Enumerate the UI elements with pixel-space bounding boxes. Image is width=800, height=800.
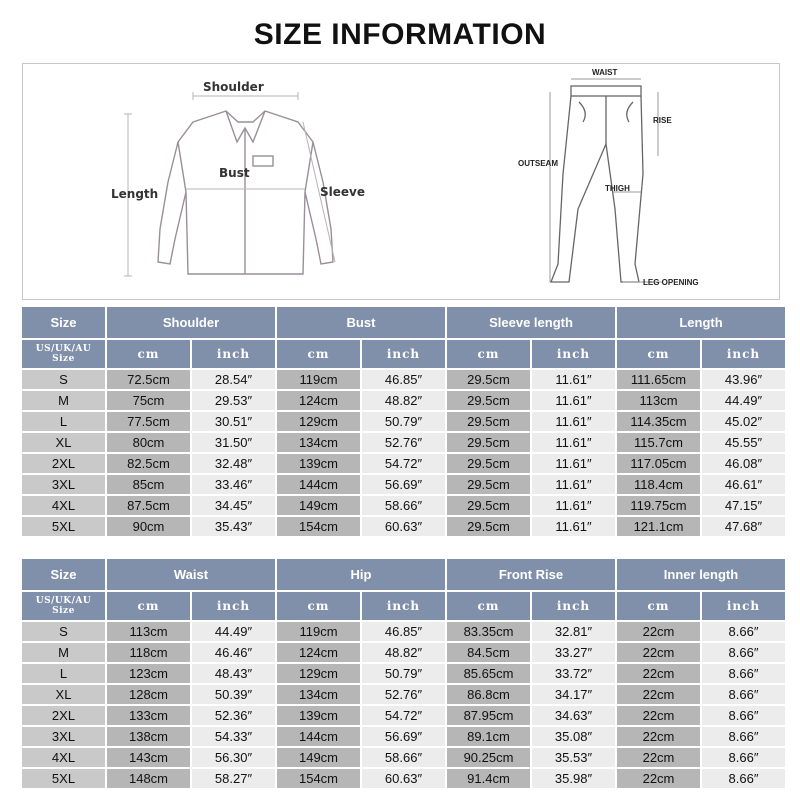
inch-value-cell: 11.61″ bbox=[532, 454, 615, 473]
cm-value-cell: 22cm bbox=[617, 685, 700, 704]
inch-value-cell: 50.39″ bbox=[192, 685, 275, 704]
bottom-size-table bbox=[20, 557, 787, 790]
size-cell: 2XL bbox=[22, 706, 105, 725]
inch-value-cell: 32.48″ bbox=[192, 454, 275, 473]
shirt-drawing bbox=[158, 111, 333, 274]
inch-value-cell: 47.15″ bbox=[702, 496, 785, 515]
bust-label: Bust bbox=[219, 166, 250, 180]
inch-value-cell: 35.08″ bbox=[532, 727, 615, 746]
inch-value-cell: 52.76″ bbox=[362, 685, 445, 704]
inch-value-cell: 35.98″ bbox=[532, 769, 615, 788]
rise-diagram-label: RISE bbox=[653, 116, 672, 125]
inch-value-cell: 46.08″ bbox=[702, 454, 785, 473]
unit-inch-header: inch bbox=[702, 340, 785, 368]
leg-opening-diagram-label: LEG OPENING bbox=[643, 278, 699, 287]
unit-cm-header: cm bbox=[617, 592, 700, 620]
cm-value-cell: 22cm bbox=[617, 706, 700, 725]
cm-value-cell: 143cm bbox=[107, 748, 190, 767]
cm-value-cell: 139cm bbox=[277, 706, 360, 725]
inch-value-cell: 45.55″ bbox=[702, 433, 785, 452]
cm-value-cell: 29.5cm bbox=[447, 370, 530, 389]
inch-value-cell: 33.72″ bbox=[532, 664, 615, 683]
inch-value-cell: 54.72″ bbox=[362, 454, 445, 473]
cm-value-cell: 119cm bbox=[277, 622, 360, 641]
unit-inch-header: inch bbox=[532, 340, 615, 368]
cm-value-cell: 82.5cm bbox=[107, 454, 190, 473]
unit-cm-header: cm bbox=[617, 340, 700, 368]
unit-cm-header: cm bbox=[447, 340, 530, 368]
cm-value-cell: 114.35cm bbox=[617, 412, 700, 431]
cm-value-cell: 124cm bbox=[277, 391, 360, 410]
table-row bbox=[22, 727, 785, 746]
cm-value-cell: 148cm bbox=[107, 769, 190, 788]
cm-value-cell: 87.95cm bbox=[447, 706, 530, 725]
table-row bbox=[22, 370, 785, 389]
cm-value-cell: 123cm bbox=[107, 664, 190, 683]
inch-value-cell: 48.82″ bbox=[362, 643, 445, 662]
cm-value-cell: 149cm bbox=[277, 748, 360, 767]
inch-value-cell: 52.76″ bbox=[362, 433, 445, 452]
inch-value-cell: 50.79″ bbox=[362, 412, 445, 431]
inch-value-cell: 60.63″ bbox=[362, 769, 445, 788]
inch-value-cell: 11.61″ bbox=[532, 391, 615, 410]
cm-value-cell: 29.5cm bbox=[447, 391, 530, 410]
inch-value-cell: 43.96″ bbox=[702, 370, 785, 389]
table-row bbox=[22, 433, 785, 452]
cm-value-cell: 29.5cm bbox=[447, 496, 530, 515]
size-cell: XL bbox=[22, 685, 105, 704]
unit-cm-header: cm bbox=[277, 340, 360, 368]
inch-value-cell: 54.33″ bbox=[192, 727, 275, 746]
inch-value-cell: 11.61″ bbox=[532, 517, 615, 536]
inch-value-cell: 8.66″ bbox=[702, 685, 785, 704]
unit-inch-header: inch bbox=[532, 592, 615, 620]
inch-value-cell: 48.82″ bbox=[362, 391, 445, 410]
inch-value-cell: 44.49″ bbox=[192, 622, 275, 641]
cm-value-cell: 80cm bbox=[107, 433, 190, 452]
inch-value-cell: 11.61″ bbox=[532, 433, 615, 452]
cm-value-cell: 22cm bbox=[617, 664, 700, 683]
inch-value-cell: 8.66″ bbox=[702, 748, 785, 767]
group-header: Waist bbox=[107, 559, 275, 590]
size-cell: 4XL bbox=[22, 496, 105, 515]
unit-inch-header: inch bbox=[192, 340, 275, 368]
cm-value-cell: 121.1cm bbox=[617, 517, 700, 536]
inch-value-cell: 46.85″ bbox=[362, 622, 445, 641]
cm-value-cell: 29.5cm bbox=[447, 412, 530, 431]
cm-value-cell: 154cm bbox=[277, 517, 360, 536]
bottom-table-body bbox=[22, 559, 785, 788]
table-row bbox=[22, 664, 785, 683]
inch-value-cell: 56.69″ bbox=[362, 475, 445, 494]
size-cell: L bbox=[22, 412, 105, 431]
table-row bbox=[22, 517, 785, 536]
cm-value-cell: 149cm bbox=[277, 496, 360, 515]
cm-value-cell: 90.25cm bbox=[447, 748, 530, 767]
cm-value-cell: 133cm bbox=[107, 706, 190, 725]
cm-value-cell: 144cm bbox=[277, 475, 360, 494]
size-header: Size bbox=[22, 307, 105, 338]
cm-value-cell: 139cm bbox=[277, 454, 360, 473]
inch-value-cell: 35.53″ bbox=[532, 748, 615, 767]
inch-value-cell: 46.61″ bbox=[702, 475, 785, 494]
cm-value-cell: 22cm bbox=[617, 769, 700, 788]
inch-value-cell: 45.02″ bbox=[702, 412, 785, 431]
table-row bbox=[22, 685, 785, 704]
cm-value-cell: 144cm bbox=[277, 727, 360, 746]
size-diagram bbox=[22, 63, 780, 300]
cm-value-cell: 29.5cm bbox=[447, 475, 530, 494]
unit-inch-header: inch bbox=[192, 592, 275, 620]
cm-value-cell: 87.5cm bbox=[107, 496, 190, 515]
inch-value-cell: 56.30″ bbox=[192, 748, 275, 767]
inch-value-cell: 56.69″ bbox=[362, 727, 445, 746]
inch-value-cell: 46.46″ bbox=[192, 643, 275, 662]
page-title: SIZE INFORMATION bbox=[253, 18, 547, 51]
cm-value-cell: 29.5cm bbox=[447, 433, 530, 452]
table-row bbox=[22, 475, 785, 494]
size-cell: S bbox=[22, 370, 105, 389]
size-cell: 2XL bbox=[22, 454, 105, 473]
cm-value-cell: 154cm bbox=[277, 769, 360, 788]
cm-value-cell: 85cm bbox=[107, 475, 190, 494]
inch-value-cell: 31.50″ bbox=[192, 433, 275, 452]
cm-value-cell: 111.65cm bbox=[617, 370, 700, 389]
size-cell: M bbox=[22, 643, 105, 662]
cm-value-cell: 85.65cm bbox=[447, 664, 530, 683]
inch-value-cell: 8.66″ bbox=[702, 622, 785, 641]
inch-value-cell: 11.61″ bbox=[532, 475, 615, 494]
shoulder-label: Shoulder bbox=[203, 80, 264, 94]
cm-value-cell: 72.5cm bbox=[107, 370, 190, 389]
size-cell: S bbox=[22, 622, 105, 641]
inch-value-cell: 33.46″ bbox=[192, 475, 275, 494]
cm-value-cell: 113cm bbox=[107, 622, 190, 641]
size-cell: 3XL bbox=[22, 475, 105, 494]
inch-value-cell: 8.66″ bbox=[702, 706, 785, 725]
unit-inch-header: inch bbox=[702, 592, 785, 620]
cm-value-cell: 22cm bbox=[617, 622, 700, 641]
inch-value-cell: 34.63″ bbox=[532, 706, 615, 725]
unit-cm-header: cm bbox=[107, 592, 190, 620]
table-row bbox=[22, 769, 785, 788]
inch-value-cell: 35.43″ bbox=[192, 517, 275, 536]
unit-inch-header: inch bbox=[362, 340, 445, 368]
cm-value-cell: 118.4cm bbox=[617, 475, 700, 494]
cm-value-cell: 86.8cm bbox=[447, 685, 530, 704]
cm-value-cell: 129cm bbox=[277, 412, 360, 431]
cm-value-cell: 75cm bbox=[107, 391, 190, 410]
table-row bbox=[22, 643, 785, 662]
size-header: Size bbox=[22, 559, 105, 590]
size-cell: XL bbox=[22, 433, 105, 452]
sleeve-label: Sleeve bbox=[320, 185, 365, 199]
size-cell: M bbox=[22, 391, 105, 410]
cm-value-cell: 22cm bbox=[617, 748, 700, 767]
cm-value-cell: 119.75cm bbox=[617, 496, 700, 515]
cm-value-cell: 113cm bbox=[617, 391, 700, 410]
inch-value-cell: 52.36″ bbox=[192, 706, 275, 725]
top-size-table bbox=[20, 305, 787, 538]
inch-value-cell: 8.66″ bbox=[702, 769, 785, 788]
inch-value-cell: 32.81″ bbox=[532, 622, 615, 641]
group-header: Front Rise bbox=[447, 559, 615, 590]
inch-value-cell: 34.45″ bbox=[192, 496, 275, 515]
size-cell: 5XL bbox=[22, 769, 105, 788]
unit-inch-header: inch bbox=[362, 592, 445, 620]
group-header: Bust bbox=[277, 307, 445, 338]
inch-value-cell: 30.51″ bbox=[192, 412, 275, 431]
group-header: Length bbox=[617, 307, 785, 338]
cm-value-cell: 29.5cm bbox=[447, 454, 530, 473]
unit-cm-header: cm bbox=[447, 592, 530, 620]
inch-value-cell: 28.54″ bbox=[192, 370, 275, 389]
cm-value-cell: 115.7cm bbox=[617, 433, 700, 452]
inch-value-cell: 33.27″ bbox=[532, 643, 615, 662]
cm-value-cell: 128cm bbox=[107, 685, 190, 704]
table-row bbox=[22, 706, 785, 725]
cm-value-cell: 83.35cm bbox=[447, 622, 530, 641]
inch-value-cell: 58.66″ bbox=[362, 496, 445, 515]
cm-value-cell: 134cm bbox=[277, 433, 360, 452]
inch-value-cell: 58.66″ bbox=[362, 748, 445, 767]
group-header: Inner length bbox=[617, 559, 785, 590]
inch-value-cell: 47.68″ bbox=[702, 517, 785, 536]
inch-value-cell: 11.61″ bbox=[532, 370, 615, 389]
inch-value-cell: 11.61″ bbox=[532, 412, 615, 431]
inch-value-cell: 58.27″ bbox=[192, 769, 275, 788]
size-cell: 4XL bbox=[22, 748, 105, 767]
cm-value-cell: 89.1cm bbox=[447, 727, 530, 746]
cm-value-cell: 22cm bbox=[617, 727, 700, 746]
table-row bbox=[22, 454, 785, 473]
cm-value-cell: 29.5cm bbox=[447, 517, 530, 536]
table-row bbox=[22, 748, 785, 767]
group-header: Shoulder bbox=[107, 307, 275, 338]
size-subheader: US/UK/AU Size bbox=[22, 592, 105, 620]
inch-value-cell: 8.66″ bbox=[702, 664, 785, 683]
inch-value-cell: 8.66″ bbox=[702, 643, 785, 662]
inch-value-cell: 34.17″ bbox=[532, 685, 615, 704]
size-cell: L bbox=[22, 664, 105, 683]
waist-diagram-label: WAIST bbox=[592, 68, 618, 77]
cm-value-cell: 91.4cm bbox=[447, 769, 530, 788]
inch-value-cell: 60.63″ bbox=[362, 517, 445, 536]
garment-illustration bbox=[23, 64, 779, 299]
cm-value-cell: 124cm bbox=[277, 643, 360, 662]
outseam-diagram-label: OUTSEAM bbox=[518, 159, 558, 168]
cm-value-cell: 129cm bbox=[277, 664, 360, 683]
inch-value-cell: 44.49″ bbox=[702, 391, 785, 410]
cm-value-cell: 84.5cm bbox=[447, 643, 530, 662]
cm-value-cell: 138cm bbox=[107, 727, 190, 746]
cm-value-cell: 119cm bbox=[277, 370, 360, 389]
top-table-body bbox=[22, 307, 785, 536]
table-row bbox=[22, 496, 785, 515]
inch-value-cell: 48.43″ bbox=[192, 664, 275, 683]
group-header: Hip bbox=[277, 559, 445, 590]
unit-cm-header: cm bbox=[107, 340, 190, 368]
inch-value-cell: 11.61″ bbox=[532, 496, 615, 515]
cm-value-cell: 118cm bbox=[107, 643, 190, 662]
size-subheader: US/UK/AU Size bbox=[22, 340, 105, 368]
inch-value-cell: 29.53″ bbox=[192, 391, 275, 410]
length-label: Length bbox=[111, 187, 159, 201]
cm-value-cell: 117.05cm bbox=[617, 454, 700, 473]
cm-value-cell: 90cm bbox=[107, 517, 190, 536]
group-header: Sleeve length bbox=[447, 307, 615, 338]
cm-value-cell: 22cm bbox=[617, 643, 700, 662]
inch-value-cell: 54.72″ bbox=[362, 706, 445, 725]
thigh-diagram-label: THIGH bbox=[605, 184, 630, 193]
inch-value-cell: 46.85″ bbox=[362, 370, 445, 389]
table-row bbox=[22, 412, 785, 431]
cm-value-cell: 77.5cm bbox=[107, 412, 190, 431]
cm-value-cell: 134cm bbox=[277, 685, 360, 704]
unit-cm-header: cm bbox=[277, 592, 360, 620]
inch-value-cell: 50.79″ bbox=[362, 664, 445, 683]
size-cell: 5XL bbox=[22, 517, 105, 536]
inch-value-cell: 8.66″ bbox=[702, 727, 785, 746]
table-row bbox=[22, 391, 785, 410]
size-cell: 3XL bbox=[22, 727, 105, 746]
table-row bbox=[22, 622, 785, 641]
